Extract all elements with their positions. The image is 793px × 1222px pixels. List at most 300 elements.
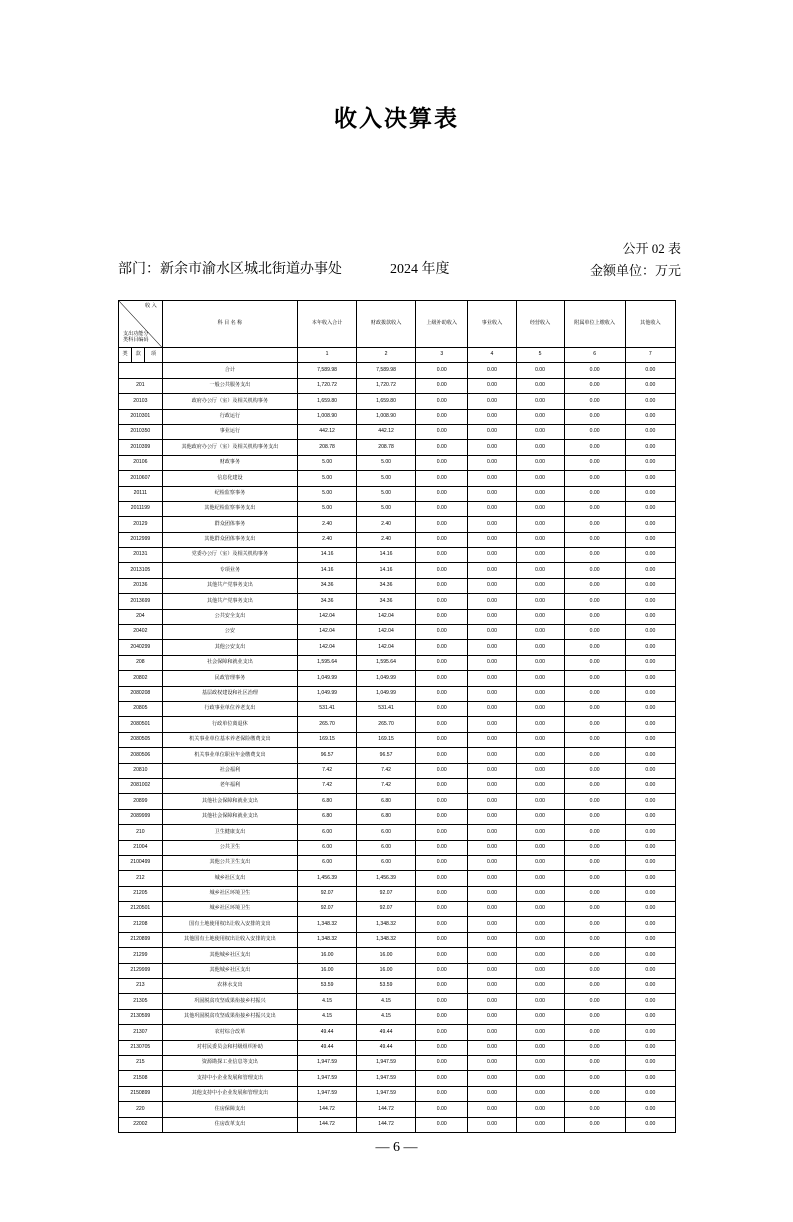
- row-code: 208: [119, 655, 163, 670]
- row-code: 2013105: [119, 563, 163, 578]
- table-row: [119, 578, 676, 593]
- row-value-2: 1,947.59: [357, 1086, 416, 1101]
- header-business-income: 事业收入: [468, 301, 516, 348]
- row-subject-name: 其他纪检监察事务支出: [162, 501, 297, 516]
- row-value-2: 142.04: [357, 625, 416, 640]
- row-value-5: 0.00: [516, 794, 564, 809]
- row-value-7: 0.00: [625, 455, 675, 470]
- row-value-7: 0.00: [625, 486, 675, 501]
- row-value-5: 0.00: [516, 363, 564, 378]
- row-subject-name: 纪检监察事务: [162, 486, 297, 501]
- row-code: 2130705: [119, 1040, 163, 1055]
- table-row: [119, 1102, 676, 1117]
- row-value-2: 92.07: [357, 886, 416, 901]
- header-column-number-6: 6: [564, 348, 625, 363]
- row-value-7: 0.00: [625, 1025, 675, 1040]
- row-value-4: 0.00: [468, 640, 516, 655]
- header-subordinate-payment: 附属单位上缴收入: [564, 301, 625, 348]
- row-value-5: 0.00: [516, 871, 564, 886]
- row-code: 21205: [119, 886, 163, 901]
- row-value-2: 142.04: [357, 609, 416, 624]
- row-value-6: 0.00: [564, 763, 625, 778]
- header-subject-name: 科 目 名 称: [162, 301, 297, 348]
- row-value-2: 169.15: [357, 732, 416, 747]
- table-row: [119, 1025, 676, 1040]
- row-value-7: 0.00: [625, 840, 675, 855]
- row-value-2: 208.78: [357, 440, 416, 455]
- row-value-5: 0.00: [516, 501, 564, 516]
- row-value-7: 0.00: [625, 1040, 675, 1055]
- row-value-4: 0.00: [468, 471, 516, 486]
- row-value-3: 0.00: [416, 717, 468, 732]
- row-code: 212: [119, 871, 163, 886]
- table-row: [119, 655, 676, 670]
- row-value-6: 0.00: [564, 794, 625, 809]
- row-subject-name: 党委办公厅（室）及相关机构事务: [162, 548, 297, 563]
- row-value-6: 0.00: [564, 701, 625, 716]
- row-value-7: 0.00: [625, 609, 675, 624]
- row-value-3: 0.00: [416, 1025, 468, 1040]
- table-row: [119, 840, 676, 855]
- row-value-5: 0.00: [516, 717, 564, 732]
- row-value-2: 2.40: [357, 517, 416, 532]
- row-value-4: 0.00: [468, 763, 516, 778]
- row-value-1: 16.00: [298, 948, 357, 963]
- row-subject-name: 其他城乡社区支出: [162, 948, 297, 963]
- row-code: 21299: [119, 948, 163, 963]
- row-code: [119, 363, 163, 378]
- row-subject-name: 其他国有土地使用权出让收入安排的支出: [162, 932, 297, 947]
- row-value-7: 0.00: [625, 701, 675, 716]
- row-subject-name: 行政单位离退休: [162, 717, 297, 732]
- row-value-4: 0.00: [468, 778, 516, 793]
- row-value-3: 0.00: [416, 363, 468, 378]
- row-value-6: 0.00: [564, 1071, 625, 1086]
- row-value-2: 1,947.59: [357, 1055, 416, 1070]
- row-value-6: 0.00: [564, 917, 625, 932]
- row-value-2: 1,049.99: [357, 671, 416, 686]
- row-subject-name: 其他公共卫生支出: [162, 855, 297, 870]
- row-value-3: 0.00: [416, 778, 468, 793]
- row-value-2: 4.15: [357, 994, 416, 1009]
- row-value-6: 0.00: [564, 979, 625, 994]
- row-value-2: 144.72: [357, 1102, 416, 1117]
- row-value-4: 0.00: [468, 501, 516, 516]
- row-value-5: 0.00: [516, 1086, 564, 1101]
- row-code: 20106: [119, 455, 163, 470]
- row-value-7: 0.00: [625, 1055, 675, 1070]
- row-value-4: 0.00: [468, 378, 516, 393]
- table-row: [119, 825, 676, 840]
- row-value-1: 5.00: [298, 455, 357, 470]
- row-value-1: 1,456.39: [298, 871, 357, 886]
- row-value-3: 0.00: [416, 517, 468, 532]
- row-subject-name: 财政事务: [162, 455, 297, 470]
- row-value-6: 0.00: [564, 1025, 625, 1040]
- row-value-3: 0.00: [416, 532, 468, 547]
- row-value-7: 0.00: [625, 501, 675, 516]
- row-value-1: 442.12: [298, 424, 357, 439]
- row-value-3: 0.00: [416, 825, 468, 840]
- row-value-7: 0.00: [625, 994, 675, 1009]
- row-value-4: 0.00: [468, 994, 516, 1009]
- row-value-7: 0.00: [625, 394, 675, 409]
- row-value-4: 0.00: [468, 748, 516, 763]
- row-value-4: 0.00: [468, 532, 516, 547]
- row-subject-name: 公共安全支出: [162, 609, 297, 624]
- row-value-5: 0.00: [516, 409, 564, 424]
- row-value-5: 0.00: [516, 655, 564, 670]
- row-value-5: 0.00: [516, 517, 564, 532]
- row-value-1: 531.41: [298, 701, 357, 716]
- row-value-6: 0.00: [564, 671, 625, 686]
- table-row: [119, 548, 676, 563]
- row-value-2: 1,008.90: [357, 409, 416, 424]
- row-value-7: 0.00: [625, 825, 675, 840]
- row-code: 2010399: [119, 440, 163, 455]
- row-value-5: 0.00: [516, 701, 564, 716]
- table-row: [119, 394, 676, 409]
- row-value-6: 0.00: [564, 748, 625, 763]
- row-value-3: 0.00: [416, 686, 468, 701]
- row-value-4: 0.00: [468, 455, 516, 470]
- row-value-3: 0.00: [416, 440, 468, 455]
- row-value-1: 4.15: [298, 1009, 357, 1024]
- row-value-6: 0.00: [564, 363, 625, 378]
- table-row: [119, 886, 676, 901]
- row-value-5: 0.00: [516, 1025, 564, 1040]
- row-value-1: 96.57: [298, 748, 357, 763]
- row-value-7: 0.00: [625, 717, 675, 732]
- row-value-3: 0.00: [416, 471, 468, 486]
- row-value-4: 0.00: [468, 394, 516, 409]
- row-value-3: 0.00: [416, 871, 468, 886]
- row-subject-name: 老年福利: [162, 778, 297, 793]
- row-code: 201: [119, 378, 163, 393]
- row-value-2: 49.44: [357, 1040, 416, 1055]
- row-subject-name: 支持中小企业发展和管理支出: [162, 1071, 297, 1086]
- row-value-3: 0.00: [416, 809, 468, 824]
- row-value-2: 34.36: [357, 594, 416, 609]
- row-value-2: 7,589.98: [357, 363, 416, 378]
- row-subject-name: 公共卫生: [162, 840, 297, 855]
- row-subject-name: 其他城乡社区支出: [162, 963, 297, 978]
- row-value-2: 92.07: [357, 902, 416, 917]
- row-code: 2011199: [119, 501, 163, 516]
- row-value-6: 0.00: [564, 1117, 625, 1132]
- row-value-2: 5.00: [357, 486, 416, 501]
- row-code: 2080505: [119, 732, 163, 747]
- row-code: 20111: [119, 486, 163, 501]
- row-value-7: 0.00: [625, 563, 675, 578]
- table-row: [119, 809, 676, 824]
- row-value-1: 14.16: [298, 548, 357, 563]
- row-subject-name: 其他社会保障和就业支出: [162, 809, 297, 824]
- row-subject-name: 城乡社区环境卫生: [162, 886, 297, 901]
- table-row: [119, 1086, 676, 1101]
- row-value-5: 0.00: [516, 1009, 564, 1024]
- row-value-1: 5.00: [298, 471, 357, 486]
- row-code: 215: [119, 1055, 163, 1070]
- row-subject-name: 住房改革支出: [162, 1117, 297, 1132]
- row-value-7: 0.00: [625, 409, 675, 424]
- row-value-6: 0.00: [564, 902, 625, 917]
- table-row: [119, 1009, 676, 1024]
- row-value-6: 0.00: [564, 1009, 625, 1024]
- row-value-2: 7.42: [357, 778, 416, 793]
- row-value-2: 5.00: [357, 501, 416, 516]
- header-column-number-5: 5: [516, 348, 564, 363]
- row-value-4: 0.00: [468, 732, 516, 747]
- row-code: 213: [119, 979, 163, 994]
- row-value-2: 7.42: [357, 763, 416, 778]
- income-table-wrapper: [118, 300, 676, 1133]
- row-value-4: 0.00: [468, 609, 516, 624]
- row-value-5: 0.00: [516, 686, 564, 701]
- row-value-7: 0.00: [625, 532, 675, 547]
- row-code: 20103: [119, 394, 163, 409]
- row-value-1: 5.00: [298, 501, 357, 516]
- row-value-3: 0.00: [416, 994, 468, 1009]
- table-row: [119, 563, 676, 578]
- row-code: 2120899: [119, 932, 163, 947]
- row-value-4: 0.00: [468, 563, 516, 578]
- row-value-6: 0.00: [564, 886, 625, 901]
- table-row: [119, 748, 676, 763]
- row-value-1: 1,947.59: [298, 1071, 357, 1086]
- row-value-7: 0.00: [625, 1086, 675, 1101]
- header-row-subcode: [119, 348, 676, 363]
- row-value-5: 0.00: [516, 424, 564, 439]
- row-value-7: 0.00: [625, 640, 675, 655]
- row-value-1: 1,008.90: [298, 409, 357, 424]
- row-value-6: 0.00: [564, 517, 625, 532]
- row-value-5: 0.00: [516, 994, 564, 1009]
- row-value-3: 0.00: [416, 486, 468, 501]
- row-value-2: 265.70: [357, 717, 416, 732]
- row-value-3: 0.00: [416, 640, 468, 655]
- row-code: 21307: [119, 1025, 163, 1040]
- row-subject-name: 政府办公厅（室）及相关机构事务: [162, 394, 297, 409]
- row-value-6: 0.00: [564, 1086, 625, 1101]
- row-value-6: 0.00: [564, 1055, 625, 1070]
- row-value-3: 0.00: [416, 455, 468, 470]
- row-value-6: 0.00: [564, 548, 625, 563]
- table-row: [119, 378, 676, 393]
- row-value-3: 0.00: [416, 1117, 468, 1132]
- row-code: 2100499: [119, 855, 163, 870]
- row-value-3: 0.00: [416, 394, 468, 409]
- row-value-5: 0.00: [516, 948, 564, 963]
- row-value-1: 7.42: [298, 763, 357, 778]
- row-code: 2150899: [119, 1086, 163, 1101]
- row-value-6: 0.00: [564, 609, 625, 624]
- row-value-5: 0.00: [516, 809, 564, 824]
- row-code: 22002: [119, 1117, 163, 1132]
- row-value-6: 0.00: [564, 424, 625, 439]
- row-value-5: 0.00: [516, 778, 564, 793]
- row-value-2: 1,947.59: [357, 1071, 416, 1086]
- row-value-4: 0.00: [468, 625, 516, 640]
- row-value-3: 0.00: [416, 1055, 468, 1070]
- header-column-number-7: 7: [625, 348, 675, 363]
- table-row: [119, 794, 676, 809]
- row-value-6: 0.00: [564, 948, 625, 963]
- row-value-3: 0.00: [416, 1040, 468, 1055]
- row-value-6: 0.00: [564, 732, 625, 747]
- row-value-5: 0.00: [516, 1040, 564, 1055]
- row-value-6: 0.00: [564, 486, 625, 501]
- row-value-4: 0.00: [468, 578, 516, 593]
- row-value-7: 0.00: [625, 655, 675, 670]
- row-value-5: 0.00: [516, 486, 564, 501]
- row-value-5: 0.00: [516, 932, 564, 947]
- table-row: [119, 625, 676, 640]
- row-value-1: 1,348.32: [298, 932, 357, 947]
- row-value-1: 49.44: [298, 1040, 357, 1055]
- row-value-4: 0.00: [468, 517, 516, 532]
- row-subject-name: 农林水支出: [162, 979, 297, 994]
- row-value-2: 1,595.64: [357, 655, 416, 670]
- row-value-2: 5.00: [357, 455, 416, 470]
- row-value-7: 0.00: [625, 748, 675, 763]
- row-value-6: 0.00: [564, 1040, 625, 1055]
- row-value-4: 0.00: [468, 409, 516, 424]
- row-subject-name: 社会福利: [162, 763, 297, 778]
- row-value-7: 0.00: [625, 794, 675, 809]
- row-subject-name: 行政运行: [162, 409, 297, 424]
- row-value-2: 6.80: [357, 809, 416, 824]
- row-value-5: 0.00: [516, 471, 564, 486]
- table-row: [119, 1040, 676, 1055]
- row-value-7: 0.00: [625, 440, 675, 455]
- row-value-3: 0.00: [416, 671, 468, 686]
- row-value-5: 0.00: [516, 763, 564, 778]
- row-value-4: 0.00: [468, 1055, 516, 1070]
- row-value-6: 0.00: [564, 440, 625, 455]
- header-column-number-2: 2: [357, 348, 416, 363]
- row-subject-name: 农村综合改革: [162, 1025, 297, 1040]
- row-subject-name: 资源勘探工业信息等支出: [162, 1055, 297, 1070]
- row-value-5: 0.00: [516, 1071, 564, 1086]
- row-value-4: 0.00: [468, 825, 516, 840]
- row-value-3: 0.00: [416, 548, 468, 563]
- row-value-3: 0.00: [416, 748, 468, 763]
- header-operating-income: 经营收入: [516, 301, 564, 348]
- row-code: 220: [119, 1102, 163, 1117]
- row-subject-name: 城乡社区环境卫生: [162, 902, 297, 917]
- row-value-4: 0.00: [468, 440, 516, 455]
- row-code: 20402: [119, 625, 163, 640]
- row-value-3: 0.00: [416, 501, 468, 516]
- row-value-4: 0.00: [468, 1071, 516, 1086]
- row-value-7: 0.00: [625, 732, 675, 747]
- table-row: [119, 871, 676, 886]
- row-value-6: 0.00: [564, 409, 625, 424]
- table-row: [119, 932, 676, 947]
- row-value-4: 0.00: [468, 902, 516, 917]
- row-subject-name: 其他政府办公厅（室）及相关机构事务支出: [162, 440, 297, 455]
- income-final-accounts-table: [118, 300, 676, 1133]
- row-code: 20805: [119, 701, 163, 716]
- table-row: [119, 994, 676, 1009]
- table-row: [119, 501, 676, 516]
- table-row: [119, 671, 676, 686]
- table-row: [119, 701, 676, 716]
- row-value-7: 0.00: [625, 917, 675, 932]
- row-value-3: 0.00: [416, 625, 468, 640]
- row-value-3: 0.00: [416, 424, 468, 439]
- row-value-7: 0.00: [625, 1071, 675, 1086]
- row-subject-name: 其他共产党事务支出: [162, 578, 297, 593]
- row-subject-name: 巩固脱贫攻坚成果衔接乡村振兴: [162, 994, 297, 1009]
- row-code: 21004: [119, 840, 163, 855]
- row-code: 2080506: [119, 748, 163, 763]
- row-value-4: 0.00: [468, 809, 516, 824]
- amount-unit: 金额单位：万元: [589, 263, 681, 278]
- table-row: [119, 1117, 676, 1132]
- row-code: 20899: [119, 794, 163, 809]
- row-value-5: 0.00: [516, 563, 564, 578]
- row-value-6: 0.00: [564, 840, 625, 855]
- row-value-1: 5.00: [298, 486, 357, 501]
- row-value-7: 0.00: [625, 855, 675, 870]
- row-value-4: 0.00: [468, 840, 516, 855]
- row-value-7: 0.00: [625, 948, 675, 963]
- row-value-1: 16.00: [298, 963, 357, 978]
- row-value-1: 6.00: [298, 855, 357, 870]
- header-column-number-label: [162, 348, 297, 363]
- row-value-5: 0.00: [516, 640, 564, 655]
- row-value-3: 0.00: [416, 378, 468, 393]
- page-number: — 6 —: [375, 1140, 418, 1155]
- row-subject-name: 对村民委员会和村级组织补助: [162, 1040, 297, 1055]
- row-value-7: 0.00: [625, 578, 675, 593]
- row-value-3: 0.00: [416, 840, 468, 855]
- row-value-6: 0.00: [564, 655, 625, 670]
- row-value-7: 0.00: [625, 378, 675, 393]
- row-value-7: 0.00: [625, 778, 675, 793]
- row-value-1: 208.78: [298, 440, 357, 455]
- row-subject-name: 城乡社区支出: [162, 871, 297, 886]
- header-total-income: 本年收入合计: [298, 301, 357, 348]
- header-code-class: 类: [119, 348, 132, 363]
- row-code: 210: [119, 825, 163, 840]
- row-value-4: 0.00: [468, 932, 516, 947]
- row-value-5: 0.00: [516, 625, 564, 640]
- table-row: [119, 532, 676, 547]
- row-value-1: 6.00: [298, 825, 357, 840]
- row-code: 20802: [119, 671, 163, 686]
- row-value-6: 0.00: [564, 594, 625, 609]
- row-code: 2040299: [119, 640, 163, 655]
- header-superior-subsidy: 上级补助收入: [416, 301, 468, 348]
- row-value-2: 1,348.32: [357, 917, 416, 932]
- row-subject-name: 专项业务: [162, 563, 297, 578]
- row-value-1: 1,049.99: [298, 671, 357, 686]
- row-value-2: 6.00: [357, 825, 416, 840]
- row-value-4: 0.00: [468, 963, 516, 978]
- row-value-1: 1,049.99: [298, 686, 357, 701]
- row-value-3: 0.00: [416, 1009, 468, 1024]
- row-value-5: 0.00: [516, 548, 564, 563]
- row-code: 2081002: [119, 778, 163, 793]
- corner-label-income: 收 入: [145, 303, 157, 309]
- row-value-6: 0.00: [564, 1102, 625, 1117]
- row-value-4: 0.00: [468, 671, 516, 686]
- row-value-1: 7,589.98: [298, 363, 357, 378]
- row-value-5: 0.00: [516, 378, 564, 393]
